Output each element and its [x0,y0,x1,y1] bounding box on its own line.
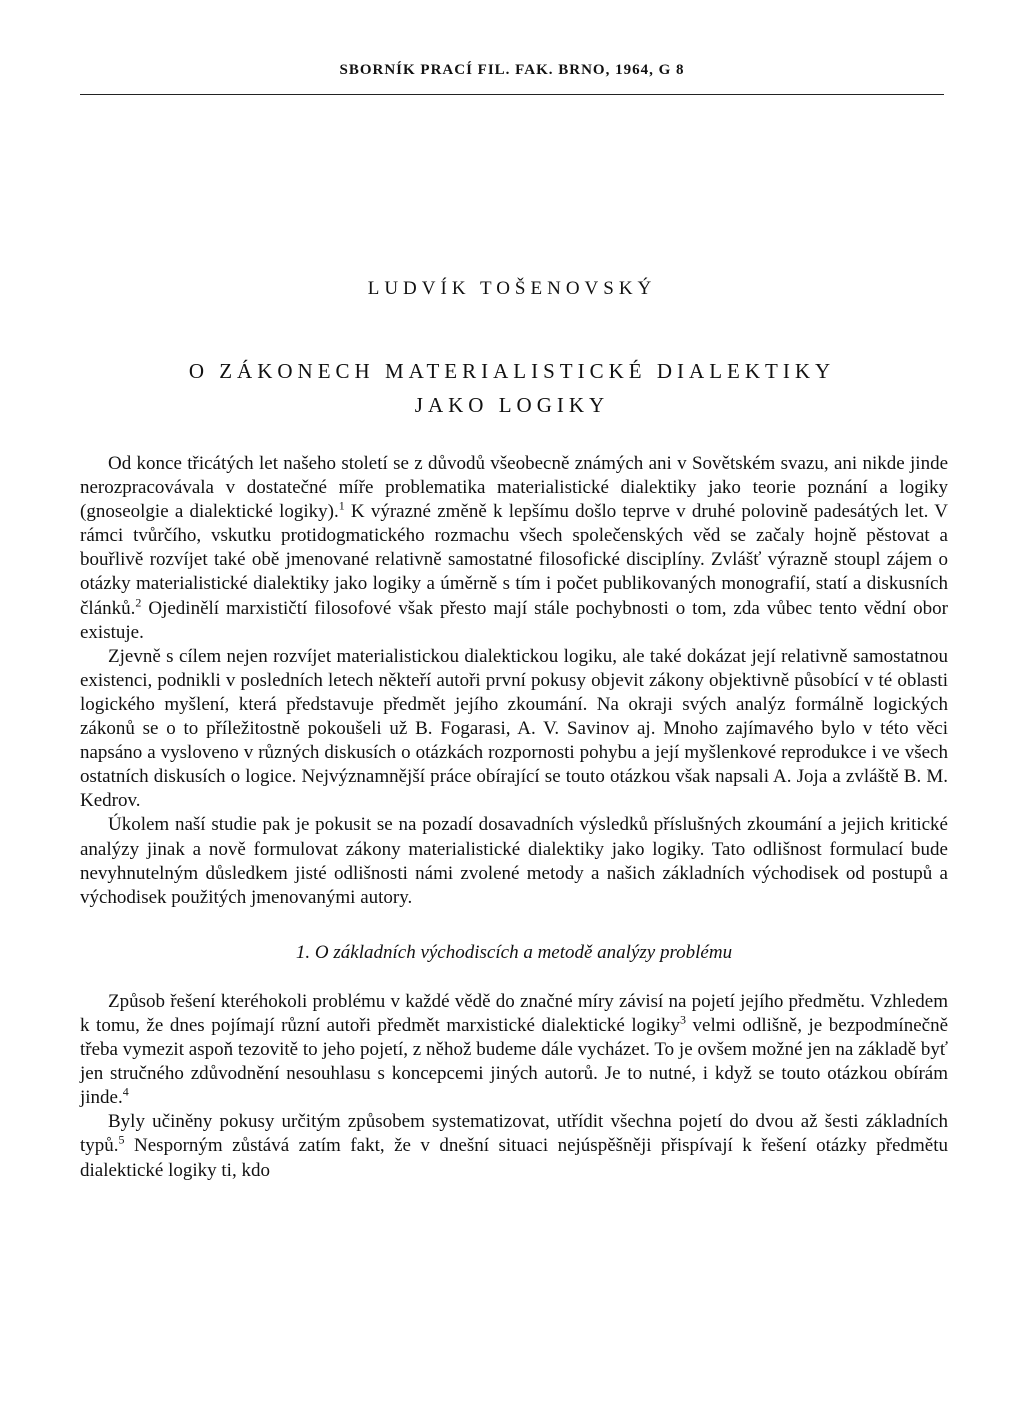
section-heading: 1. O základních východiscích a metodě analýzy problému [295,941,733,963]
title-line-1: O ZÁKONECH MATERIALISTICKÉ DIALEKTIKY [188,359,836,383]
paragraph-1-text-c: Ojedinělí marxističtí filosofové však přesto mají stále pochybnosti o tom, zda vůbec tento vědní obor existuje. [80,597,948,643]
footnote-ref-3: 3 [679,1012,686,1027]
paragraph-1-text-a: Od konce třicátých let našeho století se z důvodů všeobecně známých ani v Sovětském svazu, ani nikde jinde nerozpracovávala v dostatečné míře problematika materialistické dialektiky jako teorie poznání a logiky (gnoseolgie a dialektické logiky). [80,453,948,523]
paragraph-5-text-a: Byly učiněny pokusy určitým způsobem systematizovat, utřídit všechna pojetí do dvou až šesti základních typů. [80,1111,948,1157]
article-body [80,452,948,1183]
title-line-2: JAKO LOGIKY [414,393,610,417]
paragraph-4-text-a: Způsob řešení kteréhokoli problému v každé vědě do značné míry závisí na pojetí jejího předmětu. Vzhledem k tomu, že dnes pojímají různí autoři předmět marxistické dialektické logiky [80,990,948,1036]
paragraph-5 [80,1110,948,1182]
paragraph-1-text-b: K výrazné změně k lepšímu došlo teprve v druhé polovině padesátých let. V rámci tvůrčího, vskutku protidogmatického rozmachu všech společenských věd se začaly hojně pěstovat a bouřlivě rozvíjet také obě jmenované relativně samostatné filosofické disciplíny. Zvlášť výrazně stoupl zájem o otázky materialistické dialektiky jako logiky a úměrně s tím i počet publikovaných monografií, statí a diskusních článků. [80,501,948,619]
running-head: SBORNÍK PRACÍ FIL. FAK. BRNO, 1964, G 8 [339,62,685,78]
paragraph-4 [80,990,948,1110]
paragraph-3: Úkolem naší studie pak je pokusit se na pozadí dosavadních výsledků příslušných zkoumání a jejich kritické analýzy jinak a nově formulovat zákony materialistické dialektiky jako logiky. Tato odlišnost formulací bude nevyhnutelným důsledkem jisté odlišnosti námi zvolené metody a našich základních východisek od postupů a východisek použitých jmenovanými autory. [80,814,948,908]
author-name: LUDVÍK TOŠENOVSKÝ [367,278,657,299]
footnote-ref-5: 5 [118,1133,125,1148]
paragraph-2: Zjevně s cílem nejen rozvíjet materialistickou dialektickou logiku, ale také dokázat její relativně samostatnou existenci, podnikli v posledních letech někteří autoři první pokusy objevit zákony objektivně působící v té oblasti logického myšlení, která představuje předmět jejího zkoumání. Na okraji svých analýz formálně logických zákonů se o to příležitostně pokoušeli už B. Fogarasi, A. V. Savinov aj. Mnoho zajímavého bylo v této věci napsáno a vysloveno v různých diskusích o otázkách rozpornosti pohybu a její myšlenkové reprodukce i ve všech ostatních diskusích o logice. Nejvýznamnější práce obírající se touto otázkou však napsali A. Joja a zvláště B. M. Kedrov. [80,645,948,812]
footnote-ref-4: 4 [122,1084,129,1099]
paragraph-1 [80,452,948,645]
article-title [0,354,1024,422]
paragraph-5-text-b: Nesporným zůstává zatím fakt, že v dnešní situaci nejúspěšněji přispívají k řešení otázky předmětu dialektické logiky ti, kdo [80,1135,948,1181]
footnote-ref-2: 2 [135,595,142,610]
footnote-ref-1: 1 [338,498,345,513]
header-rule [80,94,944,95]
paragraph-4-text-b: velmi odlišně, je bezpodmínečně třeba vymezit aspoň tezovitě to jeho pojetí, z něhož budeme dále vycházet. To je ovšem možné jen na základě byť jen stručného zdůvodnění nesouhlasu s koncepcemi jiných autorů. Je to nutné, i když se touto otázkou obírám jinde. [80,1014,949,1109]
